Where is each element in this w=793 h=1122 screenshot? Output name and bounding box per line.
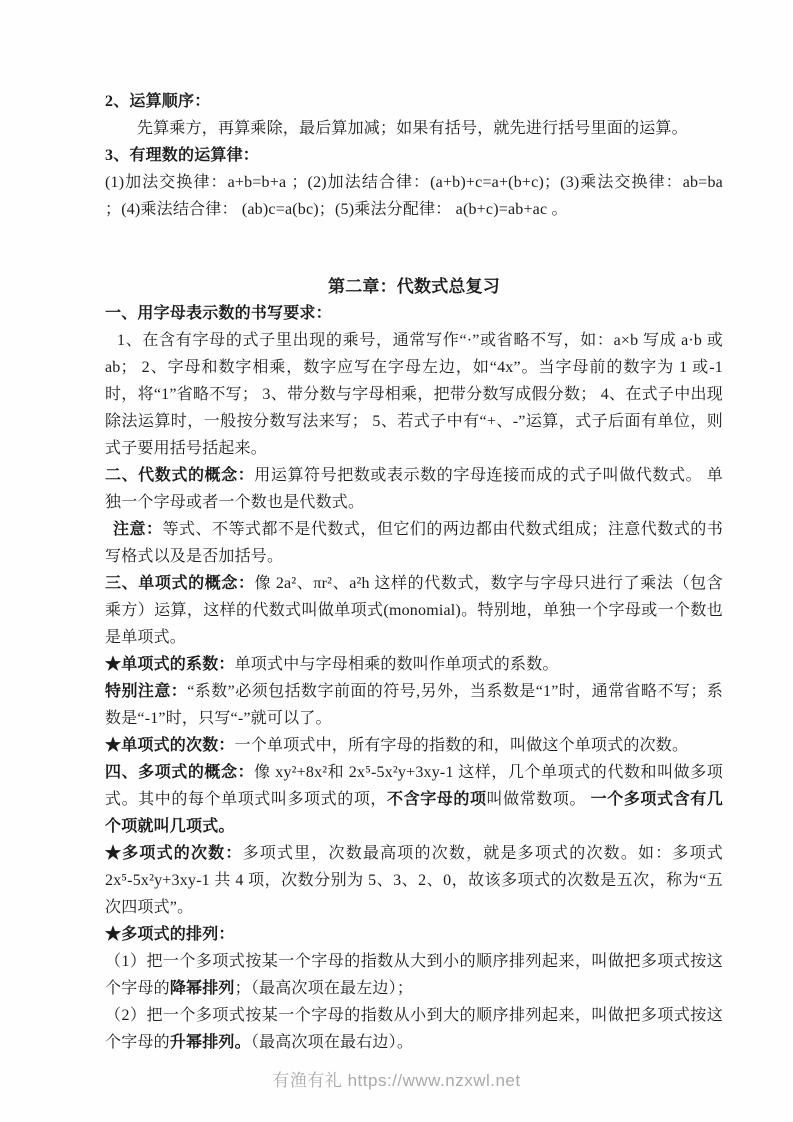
bold-text-segment: 降幂排列 xyxy=(169,980,235,997)
text-segment: （1）把一个多项式按某一个字母的指数从大到小的顺序排列起来，叫做把多项式按这个字母的 xyxy=(105,953,723,997)
text-segment: (1)加法交换律：a+b=b+a ；(2)加法结合律：(a+b)+c=a+(b+c)；(3)乘法交换律：ab=ba ；(4)乘法结合律： (ab)c=a(bc)；(5)乘法分配律： a(b+c)=ab+ac 。 xyxy=(105,174,723,218)
monomial-coefficient xyxy=(105,651,723,678)
text-segment: “系数”必须包括数字前面的符号,另外，当系数是“1”时，通常省略不写；系数是“-1”时，只写“-”就可以了。 xyxy=(105,683,723,727)
bold-text-segment: 第二章：代数式总复习 xyxy=(328,277,500,296)
text-segment: 等式、不等式都不是代数式，但它们的两边都由代数式组成；注意代数式的书写格式以及是否加括号。 xyxy=(105,521,723,565)
bold-text-segment: 注意： xyxy=(113,521,163,538)
bold-text-segment: 一、用字母表示数的书写要求： xyxy=(105,305,332,322)
bold-text-segment: 特别注意： xyxy=(105,683,188,700)
document-body xyxy=(105,88,723,1056)
letter-notation-heading xyxy=(105,300,723,327)
polynomial-concept xyxy=(105,759,723,840)
polynomial-degree xyxy=(105,840,723,921)
operation-order-heading xyxy=(105,88,723,115)
algebraic-expression-concept xyxy=(105,462,723,516)
text-segment: （2）把一个多项式按某一个字母的指数从小到大的顺序排列起来，叫做把多项式按这个字母的 xyxy=(105,1007,723,1051)
polynomial-ascending-order xyxy=(105,1002,723,1056)
bold-text-segment: ★单项式的系数： xyxy=(105,656,235,673)
bold-text-segment: ★单项式的次数： xyxy=(105,737,235,754)
text-segment: 1、在含有字母的式子里出现的乘号，通常写作“·”或省略不写，如：a×b 写成 a·b 或 ab； 2、字母和数字相乘，数字应写在字母左边，如“4x”。当字母前的数字为 1 或-1 时，将“1”省略不写； 3、带分数与字母相乘，把带分数写成假分数； 4、在式子中出现除法运算时，一般按分数写法来写； 5、若式子中有“+、-”运算，式子后面有单位，则式子要用括号括起来。 xyxy=(105,332,723,457)
monomial-coefficient-note xyxy=(105,678,723,732)
text-segment: 先算乘方，再算乘除，最后算加减；如果有括号，就先进行括号里面的运算。 xyxy=(137,120,688,137)
bold-text-segment: 不含字母的项 xyxy=(387,791,487,808)
rational-number-laws-heading xyxy=(105,142,723,169)
text-segment: 像 xy²+8x²和 2x⁵-5x²y+3xy-1 这样，几个单项式的代数和叫做多项式。其中的每个单项式叫多项式的项， xyxy=(105,764,723,808)
monomial-degree xyxy=(105,732,723,759)
bold-text-segment: 3、有理数的运算律： xyxy=(105,147,260,164)
text-segment: 像 2a²、πr²、a²h 这样的代数式，数字与字母只进行了乘法（包含乘方）运算，这样的代数式叫做单项式(monomial)。特别地，单独一个字母或一个数也是单项式。 xyxy=(105,575,723,646)
text-segment: 叫做常数项。 xyxy=(486,791,591,808)
bold-text-segment: 2、运算顺序： xyxy=(105,93,211,110)
text-segment: 多项式里，次数最高项的次数，就是多项式的次数。如：多项式 2x⁵-5x²y+3xy-1 共 4 项，次数分别为 5、3、2、0，故该多项式的次数是五次，称为“五次四项式”。 xyxy=(105,845,723,916)
letter-notation-rules xyxy=(105,327,723,462)
text-segment: 用运算符号把数或表示数的字母连接而成的式子叫做代数式。 单独一个字母或者一个数也是代数式。 xyxy=(105,467,723,511)
monomial-concept xyxy=(105,570,723,651)
text-segment: （最高次项在最右边）。 xyxy=(250,1034,414,1051)
bold-text-segment: 二、代数式的概念： xyxy=(105,467,255,484)
text-segment: ；（最高次项在最左边）； xyxy=(234,980,414,997)
rational-number-laws-text xyxy=(105,169,723,223)
bold-text-segment: 三、单项式的概念： xyxy=(105,575,255,592)
bold-text-segment: ★多项式的次数： xyxy=(105,845,243,862)
operation-order-text xyxy=(105,115,723,142)
polynomial-descending-order xyxy=(105,948,723,1002)
bold-text-segment: 升幂排列。 xyxy=(169,1034,251,1051)
bold-text-segment: ★多项式的排列： xyxy=(105,926,235,943)
bold-text-segment: 四、多项式的概念： xyxy=(105,764,255,781)
bold-text-segment: 一个多项式含有几个项就叫几项式。 xyxy=(105,791,723,835)
polynomial-ordering-heading xyxy=(105,921,723,948)
text-segment: 一个单项式中，所有字母的指数的和，叫做这个单项式的次数。 xyxy=(234,737,689,754)
chapter-title xyxy=(105,273,723,300)
footer-watermark: 有渔有礼 https://www.nzxwl.net xyxy=(272,1071,521,1090)
algebraic-expression-note xyxy=(105,516,723,570)
text-segment: 单项式中与字母相乘的数叫作单项式的系数。 xyxy=(234,656,559,673)
